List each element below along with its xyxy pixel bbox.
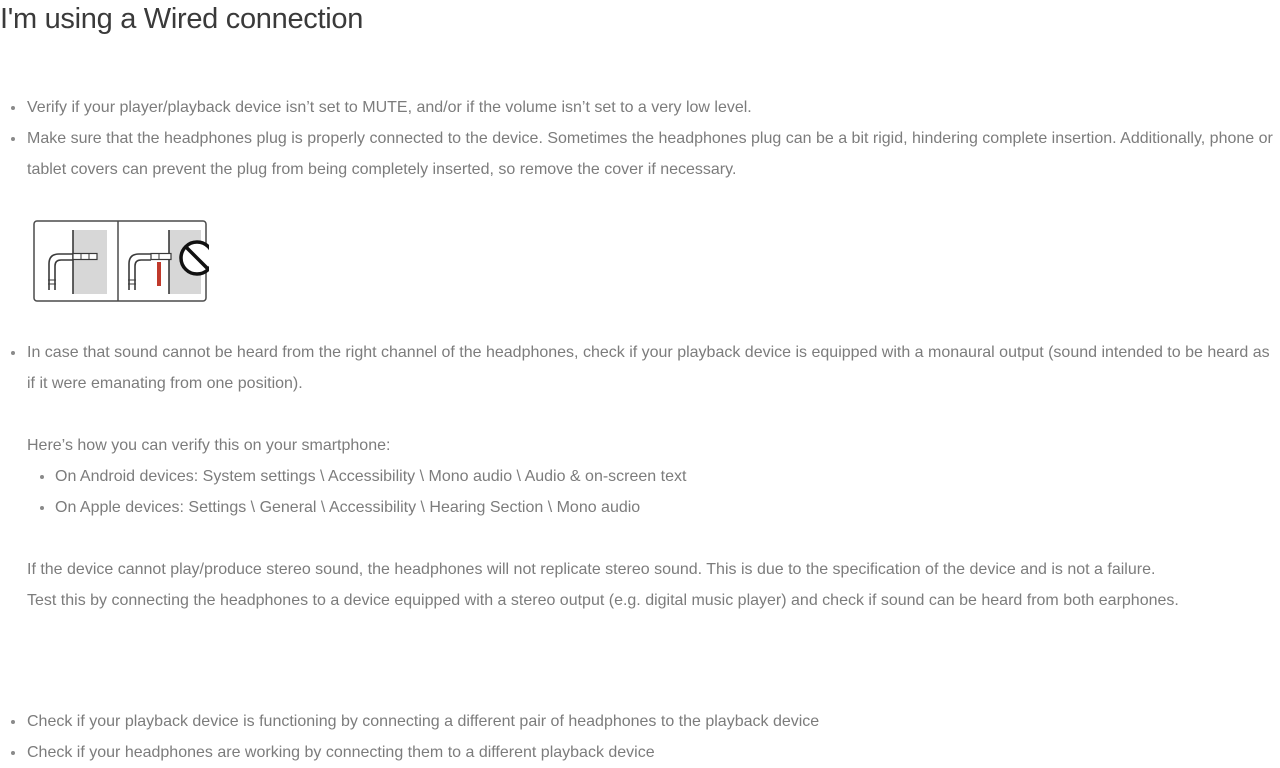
- sub-bullet-apple: On Apple devices: Settings \ General \ Accessibility \ Hearing Section \ Mono audio: [0, 492, 1280, 523]
- top-bullet-list: [0, 92, 1280, 185]
- verify-intro: Here’s how you can verify this on your smartphone:: [27, 437, 391, 454]
- bullet-check-plug: Make sure that the headphones plug is properly connected to the device. Sometimes the headphones plug can be a bit rigid, hindering complete insertion. Additionally, phone or tablet covers can prevent the plug from being completely inserted, so remove the cover if necessary.: [0, 123, 1280, 185]
- stereo-test-note: Test this by connecting the headphones to a device equipped with a stereo output (e.g. digital music player) and check if sound can be heard from both earphones.: [27, 592, 1179, 609]
- mono-section: [0, 337, 1280, 616]
- stereo-note: If the device cannot play/produce stereo sound, the headphones will not replicate stereo sound. This is due to the specification of the device and is not a failure.: [27, 561, 1156, 578]
- bullet-check-mute: Verify if your player/playback device isn’t set to MUTE, and/or if the volume isn’t set to a very low level.: [0, 92, 1280, 123]
- bullet-check-playback-device: Check if your playback device is functioning by connecting a different pair of headphones to the playback device: [0, 706, 1280, 737]
- sub-bullet-android: On Android devices: System settings \ Accessibility \ Mono audio \ Audio & on-screen text: [0, 461, 1280, 492]
- prohibited-icon: [181, 242, 209, 274]
- bullet-mono-output: In case that sound cannot be heard from the right channel of the headphones, check if your playback device is equipped with a monaural output (sound intended to be heard as if it were emanating from one position).: [0, 337, 1280, 399]
- page-title: I'm using a Wired connection: [0, 3, 364, 35]
- bullet-check-headphones: Check if your headphones are working by connecting them to a different playback device: [0, 737, 1280, 768]
- bottom-bullet-list: [0, 706, 1280, 768]
- plug-insertion-illustration: [33, 220, 209, 304]
